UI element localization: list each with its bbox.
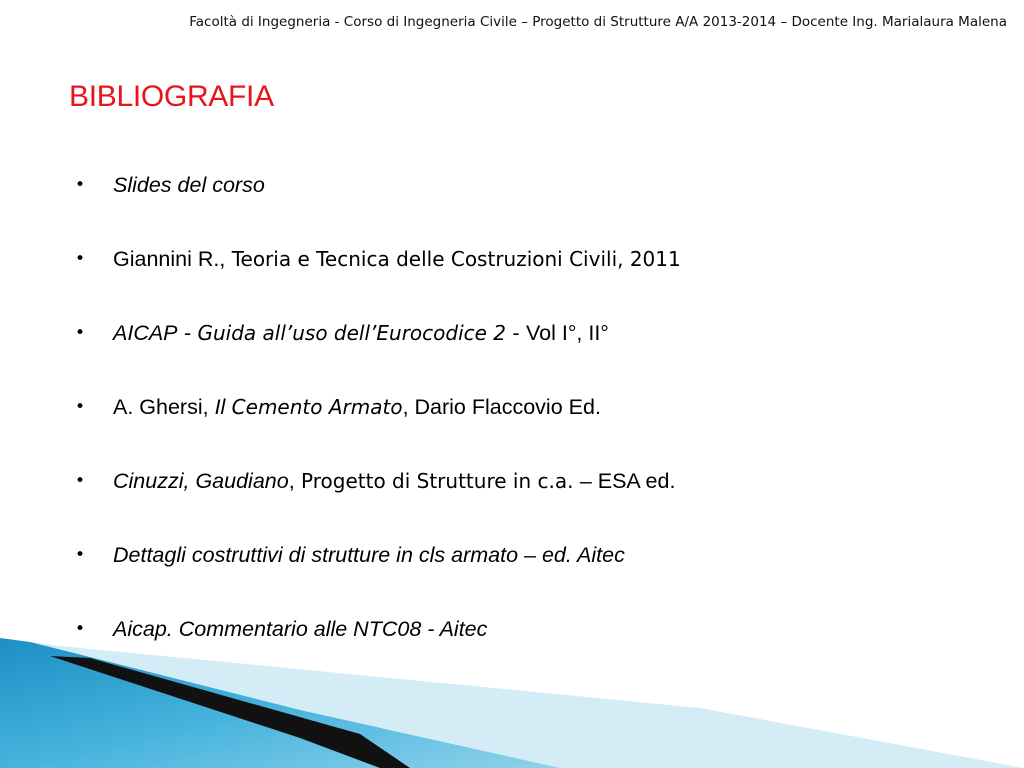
list-item xyxy=(72,166,992,240)
entry-separator: , xyxy=(288,469,295,493)
entry-author: Cinuzzi, Gaudiano xyxy=(113,469,289,493)
slide-header: Facoltà di Ingegneria - Corso di Ingegneria Civile – Progetto di Strutture A/A 2013-2014 – Docente Ing. Marialaura Malena xyxy=(189,14,1007,30)
entry-title: Guida all’uso dell’Eurocodice 2 xyxy=(197,321,507,345)
list-item xyxy=(72,314,992,388)
entry-title: Cemento Armato xyxy=(225,395,403,419)
entry-title: Aicap. Commentario alle NTC08 - Aitec xyxy=(113,617,488,641)
entry-title-article: Il xyxy=(214,395,226,419)
entry-title: Dettagli costruttivi di strutture in cls armato – ed. Aitec xyxy=(113,543,625,567)
bullet: • xyxy=(75,323,86,343)
bullet: • xyxy=(75,471,86,491)
corner-decoration xyxy=(0,638,1024,768)
entry-publisher: , Dario Flaccovio Ed. xyxy=(402,395,601,419)
entry-course-slides: Slides del corso xyxy=(113,173,265,197)
entry-title: Progetto di Strutture in c.a. xyxy=(294,469,580,493)
entry-title: Teoria e Tecnica delle Costruzioni Civili, 2011 xyxy=(225,247,681,271)
entry-author: A. Ghersi, xyxy=(113,395,215,419)
entry-separator: - xyxy=(506,321,526,345)
list-item xyxy=(72,462,992,536)
bullet: • xyxy=(75,175,86,195)
bullet: • xyxy=(75,397,86,417)
entry-author: Giannini R., xyxy=(113,247,226,271)
list-item xyxy=(72,240,992,314)
bullet: • xyxy=(75,619,86,639)
bibliography-list xyxy=(72,166,992,684)
bullet: • xyxy=(75,545,86,565)
entry-separator: - xyxy=(177,321,198,345)
entry-volume: Vol I°, II° xyxy=(525,321,609,345)
list-item xyxy=(72,388,992,462)
bullet: • xyxy=(75,249,86,269)
list-item xyxy=(72,536,992,610)
slide-title: BIBLIOGRAFIA xyxy=(69,80,274,113)
entry-publisher: – ESA ed. xyxy=(579,469,676,493)
entry-author: AICAP xyxy=(113,321,178,345)
